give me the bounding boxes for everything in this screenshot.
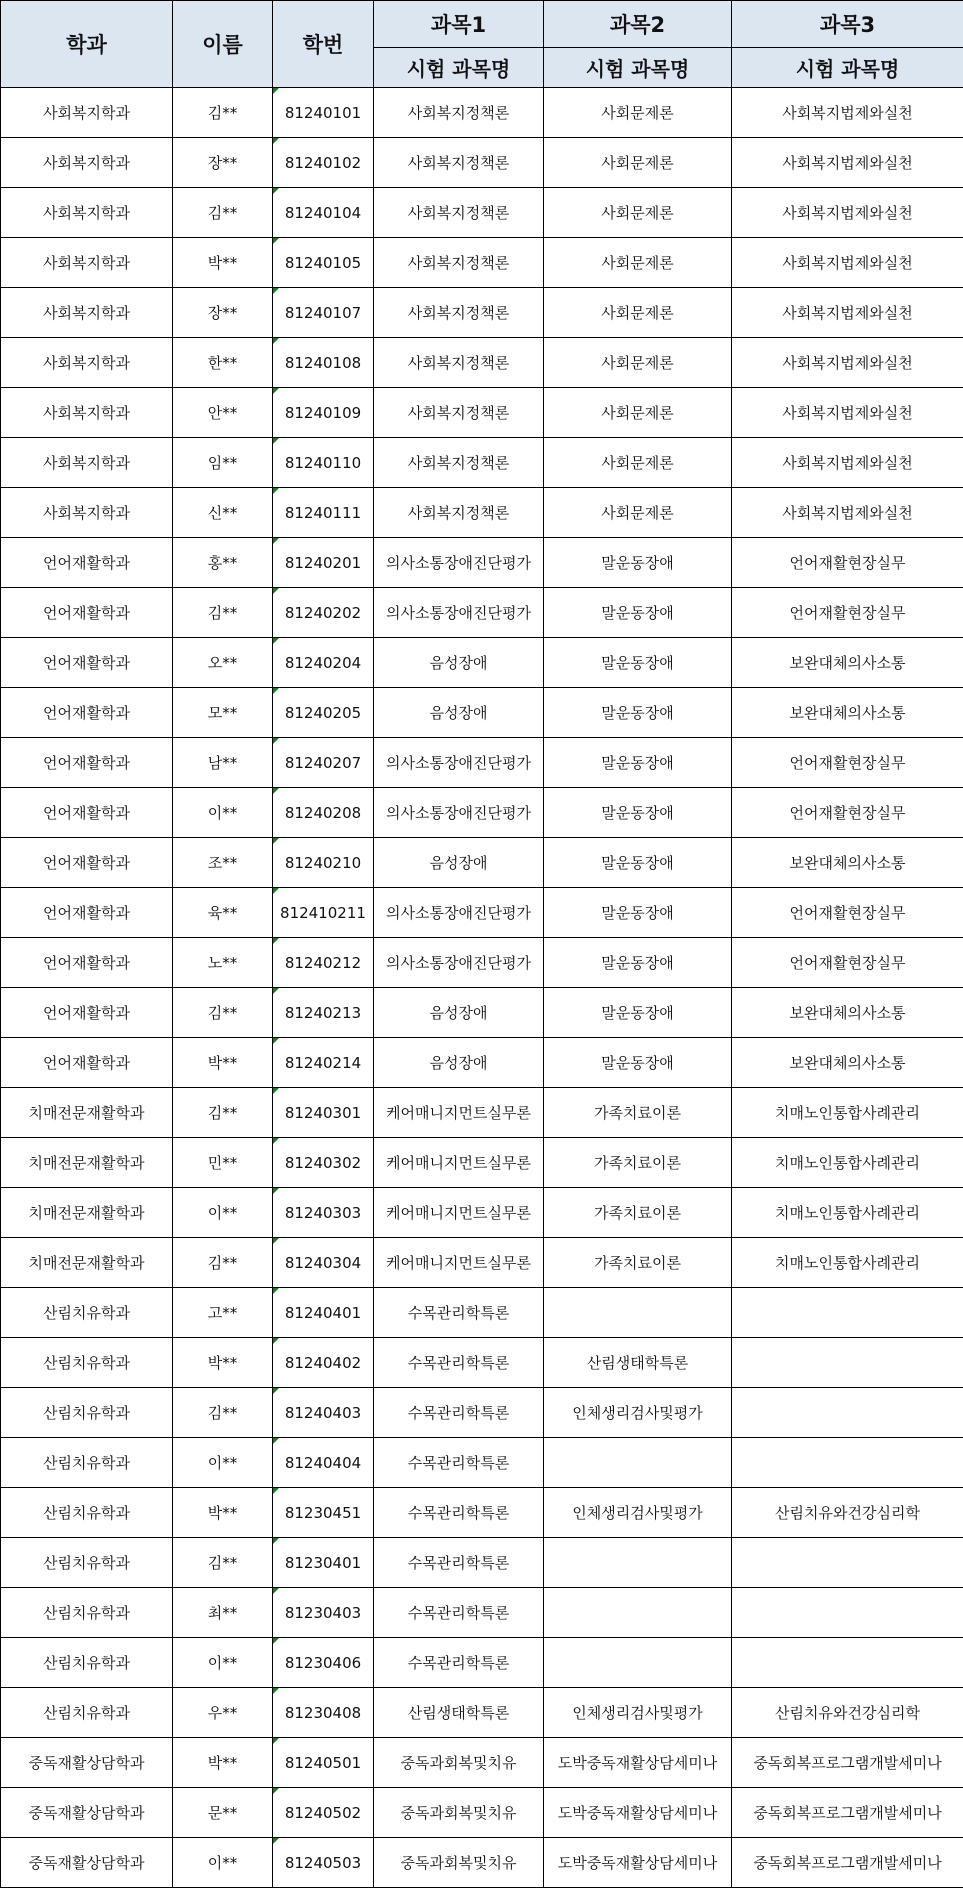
table-row <box>1 538 963 588</box>
cell-dept: 언어재활학과 <box>1 838 173 888</box>
cell-student-id: 81240109 <box>273 388 374 438</box>
cell-subject2: 산림생태학특론 <box>544 1338 732 1388</box>
header-subject3: 과목3 <box>732 1 963 48</box>
cell-student-id: 81240104 <box>273 188 374 238</box>
cell-subject3: 중독회복프로그램개발세미나 <box>732 1838 963 1888</box>
cell-subject2 <box>544 1588 732 1638</box>
table-row <box>1 238 963 288</box>
cell-name: 조** <box>173 838 273 888</box>
cell-subject3: 사회복지법제와실천 <box>732 488 963 538</box>
cell-subject1: 중독과회복및치유 <box>374 1788 544 1838</box>
table-row <box>1 1788 963 1838</box>
table-row <box>1 1288 963 1338</box>
cell-subject2: 도박중독재활상담세미나 <box>544 1788 732 1838</box>
cell-subject3: 언어재활현장실무 <box>732 788 963 838</box>
table-row <box>1 1438 963 1488</box>
cell-subject3: 보완대체의사소통 <box>732 988 963 1038</box>
cell-student-id: 81240201 <box>273 538 374 588</box>
cell-dept: 사회복지학과 <box>1 388 173 438</box>
cell-subject2: 말운동장애 <box>544 738 732 788</box>
cell-dept: 사회복지학과 <box>1 238 173 288</box>
cell-subject2: 인체생리검사및평가 <box>544 1688 732 1738</box>
cell-subject2: 사회문제론 <box>544 138 732 188</box>
cell-student-id: 81240210 <box>273 838 374 888</box>
cell-subject2: 말운동장애 <box>544 938 732 988</box>
cell-subject2: 말운동장애 <box>544 588 732 638</box>
table-row <box>1 488 963 538</box>
cell-dept: 산림치유학과 <box>1 1638 173 1688</box>
cell-subject1: 케어매니지먼트실무론 <box>374 1188 544 1238</box>
cell-dept: 산림치유학과 <box>1 1288 173 1338</box>
header-dept: 학과 <box>1 1 173 88</box>
cell-name: 김** <box>173 188 273 238</box>
cell-subject2: 사회문제론 <box>544 338 732 388</box>
cell-name: 우** <box>173 1688 273 1738</box>
cell-subject2 <box>544 1638 732 1688</box>
cell-subject1: 사회복지정책론 <box>374 138 544 188</box>
cell-subject1: 의사소통장애진단평가 <box>374 788 544 838</box>
cell-subject3 <box>732 1388 963 1438</box>
cell-student-id: 81240205 <box>273 688 374 738</box>
cell-subject2: 인체생리검사및평가 <box>544 1388 732 1438</box>
table-row <box>1 588 963 638</box>
cell-subject3 <box>732 1338 963 1388</box>
cell-student-id: 81240105 <box>273 238 374 288</box>
cell-name: 고** <box>173 1288 273 1338</box>
cell-subject2: 가족치료이론 <box>544 1088 732 1138</box>
cell-student-id: 81240403 <box>273 1388 374 1438</box>
header-subject1: 과목1 <box>374 1 544 48</box>
table-row <box>1 1838 963 1888</box>
cell-dept: 치매전문재활학과 <box>1 1138 173 1188</box>
cell-subject1: 중독과회복및치유 <box>374 1738 544 1788</box>
cell-name: 이** <box>173 788 273 838</box>
header-subject3-exam-name: 시험 과목명 <box>732 48 963 88</box>
cell-subject1: 수목관리학특론 <box>374 1288 544 1338</box>
cell-subject1: 사회복지정책론 <box>374 188 544 238</box>
cell-subject2 <box>544 1438 732 1488</box>
cell-dept: 중독재활상담학과 <box>1 1838 173 1888</box>
cell-subject1: 사회복지정책론 <box>374 438 544 488</box>
cell-name: 안** <box>173 388 273 438</box>
cell-dept: 언어재활학과 <box>1 538 173 588</box>
cell-subject1: 의사소통장애진단평가 <box>374 938 544 988</box>
cell-name: 이** <box>173 1638 273 1688</box>
cell-name: 박** <box>173 1038 273 1088</box>
cell-dept: 언어재활학과 <box>1 638 173 688</box>
table-row <box>1 1738 963 1788</box>
header-student-id: 학번 <box>273 1 374 88</box>
table-row <box>1 638 963 688</box>
cell-subject1: 사회복지정책론 <box>374 288 544 338</box>
cell-subject2: 말운동장애 <box>544 888 732 938</box>
cell-subject1: 의사소통장애진단평가 <box>374 888 544 938</box>
cell-student-id: 81240303 <box>273 1188 374 1238</box>
cell-subject3: 사회복지법제와실천 <box>732 88 963 138</box>
cell-name: 김** <box>173 988 273 1038</box>
cell-dept: 사회복지학과 <box>1 288 173 338</box>
cell-subject1: 수목관리학특론 <box>374 1388 544 1438</box>
table-row <box>1 788 963 838</box>
cell-subject3: 사회복지법제와실천 <box>732 138 963 188</box>
cell-subject3: 치매노인통합사례관리 <box>732 1088 963 1138</box>
cell-name: 김** <box>173 588 273 638</box>
header-name: 이름 <box>173 1 273 88</box>
cell-subject3: 언어재활현장실무 <box>732 538 963 588</box>
cell-subject3: 보완대체의사소통 <box>732 688 963 738</box>
table-row <box>1 888 963 938</box>
table-row <box>1 1138 963 1188</box>
cell-dept: 사회복지학과 <box>1 138 173 188</box>
cell-subject1: 음성장애 <box>374 638 544 688</box>
cell-subject2: 도박중독재활상담세미나 <box>544 1738 732 1788</box>
cell-dept: 사회복지학과 <box>1 188 173 238</box>
cell-subject1: 음성장애 <box>374 688 544 738</box>
table-row <box>1 1338 963 1388</box>
cell-dept: 언어재활학과 <box>1 1038 173 1088</box>
cell-subject2: 말운동장애 <box>544 1038 732 1088</box>
cell-subject2: 사회문제론 <box>544 88 732 138</box>
cell-name: 홍** <box>173 538 273 588</box>
cell-dept: 언어재활학과 <box>1 988 173 1038</box>
cell-name: 이** <box>173 1188 273 1238</box>
cell-student-id: 81230401 <box>273 1538 374 1588</box>
cell-subject1: 수목관리학특론 <box>374 1588 544 1638</box>
cell-subject3: 언어재활현장실무 <box>732 588 963 638</box>
cell-subject1: 사회복지정책론 <box>374 388 544 438</box>
cell-dept: 산림치유학과 <box>1 1688 173 1738</box>
cell-student-id: 81240302 <box>273 1138 374 1188</box>
cell-subject3: 치매노인통합사례관리 <box>732 1188 963 1238</box>
table-row <box>1 1688 963 1738</box>
cell-name: 노** <box>173 938 273 988</box>
cell-name: 남** <box>173 738 273 788</box>
cell-dept: 언어재활학과 <box>1 938 173 988</box>
cell-subject1: 산림생태학특론 <box>374 1688 544 1738</box>
table-row <box>1 288 963 338</box>
cell-subject3: 사회복지법제와실천 <box>732 238 963 288</box>
table-row <box>1 1238 963 1288</box>
table-row <box>1 1538 963 1588</box>
cell-subject1: 사회복지정책론 <box>374 238 544 288</box>
table-row <box>1 1088 963 1138</box>
cell-name: 한** <box>173 338 273 388</box>
cell-subject3: 중독회복프로그램개발세미나 <box>732 1738 963 1788</box>
cell-subject3: 치매노인통합사례관리 <box>732 1238 963 1288</box>
cell-subject1: 의사소통장애진단평가 <box>374 738 544 788</box>
cell-subject1: 케어매니지먼트실무론 <box>374 1138 544 1188</box>
cell-student-id: 81240202 <box>273 588 374 638</box>
cell-student-id: 81230406 <box>273 1638 374 1688</box>
cell-subject1: 사회복지정책론 <box>374 488 544 538</box>
header-subject2: 과목2 <box>544 1 732 48</box>
table-row <box>1 188 963 238</box>
cell-subject3 <box>732 1638 963 1688</box>
table-row <box>1 838 963 888</box>
cell-subject1: 중독과회복및치유 <box>374 1838 544 1888</box>
cell-subject3: 보완대체의사소통 <box>732 1038 963 1088</box>
cell-dept: 언어재활학과 <box>1 588 173 638</box>
header-subject1-exam-name: 시험 과목명 <box>374 48 544 88</box>
cell-subject2: 도박중독재활상담세미나 <box>544 1838 732 1888</box>
cell-subject3: 사회복지법제와실천 <box>732 388 963 438</box>
cell-student-id: 81240501 <box>273 1738 374 1788</box>
cell-dept: 산림치유학과 <box>1 1438 173 1488</box>
cell-name: 이** <box>173 1438 273 1488</box>
cell-student-id: 81240503 <box>273 1838 374 1888</box>
cell-subject3: 언어재활현장실무 <box>732 888 963 938</box>
table-header <box>1 1 963 88</box>
cell-student-id: 81240101 <box>273 88 374 138</box>
cell-subject2: 가족치료이론 <box>544 1238 732 1288</box>
cell-subject1: 수목관리학특론 <box>374 1338 544 1388</box>
cell-student-id: 81240108 <box>273 338 374 388</box>
cell-dept: 산림치유학과 <box>1 1338 173 1388</box>
header-subject2-exam-name: 시험 과목명 <box>544 48 732 88</box>
cell-name: 박** <box>173 238 273 288</box>
cell-subject3: 언어재활현장실무 <box>732 738 963 788</box>
table-row <box>1 1488 963 1538</box>
cell-subject2: 사회문제론 <box>544 238 732 288</box>
cell-subject1: 케어매니지먼트실무론 <box>374 1238 544 1288</box>
cell-subject2: 말운동장애 <box>544 988 732 1038</box>
cell-subject2: 말운동장애 <box>544 638 732 688</box>
cell-subject3 <box>732 1288 963 1338</box>
cell-student-id: 81240111 <box>273 488 374 538</box>
table-row <box>1 88 963 138</box>
table-row <box>1 988 963 1038</box>
cell-dept: 치매전문재활학과 <box>1 1238 173 1288</box>
table-row <box>1 1038 963 1088</box>
cell-subject1: 수목관리학특론 <box>374 1438 544 1488</box>
cell-subject3: 언어재활현장실무 <box>732 938 963 988</box>
cell-student-id: 81240212 <box>273 938 374 988</box>
cell-subject2: 가족치료이론 <box>544 1188 732 1238</box>
table-row <box>1 388 963 438</box>
cell-subject3: 보완대체의사소통 <box>732 638 963 688</box>
cell-subject3: 치매노인통합사례관리 <box>732 1138 963 1188</box>
cell-student-id: 81240110 <box>273 438 374 488</box>
cell-student-id: 81230408 <box>273 1688 374 1738</box>
cell-name: 김** <box>173 88 273 138</box>
cell-subject2: 말운동장애 <box>544 538 732 588</box>
cell-student-id: 81240404 <box>273 1438 374 1488</box>
cell-subject1: 사회복지정책론 <box>374 88 544 138</box>
cell-student-id: 81240213 <box>273 988 374 1038</box>
cell-subject3: 사회복지법제와실천 <box>732 338 963 388</box>
table-row <box>1 1188 963 1238</box>
cell-name: 신** <box>173 488 273 538</box>
cell-name: 육** <box>173 888 273 938</box>
cell-subject3: 산림치유와건강심리학 <box>732 1488 963 1538</box>
cell-dept: 중독재활상담학과 <box>1 1788 173 1838</box>
table-row <box>1 688 963 738</box>
cell-dept: 산림치유학과 <box>1 1588 173 1638</box>
cell-name: 김** <box>173 1538 273 1588</box>
cell-subject2 <box>544 1538 732 1588</box>
cell-dept: 산림치유학과 <box>1 1388 173 1438</box>
cell-name: 김** <box>173 1238 273 1288</box>
cell-dept: 사회복지학과 <box>1 88 173 138</box>
cell-dept: 산림치유학과 <box>1 1538 173 1588</box>
cell-subject3: 보완대체의사소통 <box>732 838 963 888</box>
cell-subject1: 의사소통장애진단평가 <box>374 538 544 588</box>
cell-student-id: 81240102 <box>273 138 374 188</box>
cell-subject3: 사회복지법제와실천 <box>732 288 963 338</box>
table-row <box>1 1388 963 1438</box>
cell-subject1: 케어매니지먼트실무론 <box>374 1088 544 1138</box>
cell-name: 박** <box>173 1488 273 1538</box>
cell-subject2: 사회문제론 <box>544 488 732 538</box>
cell-student-id: 81230451 <box>273 1488 374 1538</box>
cell-subject2: 인체생리검사및평가 <box>544 1488 732 1538</box>
cell-subject3 <box>732 1588 963 1638</box>
cell-subject1: 음성장애 <box>374 988 544 1038</box>
cell-student-id: 81240204 <box>273 638 374 688</box>
cell-name: 문** <box>173 1788 273 1838</box>
cell-subject3: 산림치유와건강심리학 <box>732 1688 963 1738</box>
cell-dept: 사회복지학과 <box>1 488 173 538</box>
cell-name: 박** <box>173 1738 273 1788</box>
cell-subject3 <box>732 1438 963 1488</box>
cell-subject1: 음성장애 <box>374 1038 544 1088</box>
table-row <box>1 1638 963 1688</box>
cell-name: 이** <box>173 1838 273 1888</box>
cell-name: 모** <box>173 688 273 738</box>
cell-name: 박** <box>173 1338 273 1388</box>
cell-name: 민** <box>173 1138 273 1188</box>
cell-name: 장** <box>173 288 273 338</box>
cell-subject3: 사회복지법제와실천 <box>732 188 963 238</box>
table-row <box>1 1588 963 1638</box>
cell-subject2: 사회문제론 <box>544 288 732 338</box>
cell-student-id: 81240402 <box>273 1338 374 1388</box>
cell-dept: 언어재활학과 <box>1 688 173 738</box>
cell-subject3: 중독회복프로그램개발세미나 <box>732 1788 963 1838</box>
cell-student-id: 812410211 <box>273 888 374 938</box>
cell-subject1: 의사소통장애진단평가 <box>374 588 544 638</box>
table-row <box>1 338 963 388</box>
cell-dept: 사회복지학과 <box>1 438 173 488</box>
cell-dept: 중독재활상담학과 <box>1 1738 173 1788</box>
cell-subject2: 가족치료이론 <box>544 1138 732 1188</box>
cell-name: 김** <box>173 1388 273 1438</box>
cell-subject1: 수목관리학특론 <box>374 1488 544 1538</box>
cell-dept: 언어재활학과 <box>1 738 173 788</box>
cell-subject2: 말운동장애 <box>544 838 732 888</box>
cell-name: 장** <box>173 138 273 188</box>
cell-student-id: 81240208 <box>273 788 374 838</box>
cell-student-id: 81240401 <box>273 1288 374 1338</box>
cell-name: 임** <box>173 438 273 488</box>
cell-subject3: 사회복지법제와실천 <box>732 438 963 488</box>
table-row <box>1 138 963 188</box>
cell-dept: 사회복지학과 <box>1 338 173 388</box>
cell-subject1: 음성장애 <box>374 838 544 888</box>
cell-name: 김** <box>173 1088 273 1138</box>
cell-subject1: 수목관리학특론 <box>374 1538 544 1588</box>
cell-subject2: 말운동장애 <box>544 688 732 738</box>
cell-name: 오** <box>173 638 273 688</box>
cell-subject2: 사회문제론 <box>544 188 732 238</box>
cell-subject2 <box>544 1288 732 1338</box>
cell-subject1: 사회복지정책론 <box>374 338 544 388</box>
cell-subject1: 수목관리학특론 <box>374 1638 544 1688</box>
table-row <box>1 938 963 988</box>
cell-student-id: 81240214 <box>273 1038 374 1088</box>
cell-student-id: 81240207 <box>273 738 374 788</box>
table-row <box>1 738 963 788</box>
cell-student-id: 81240107 <box>273 288 374 338</box>
cell-dept: 언어재활학과 <box>1 788 173 838</box>
cell-student-id: 81240502 <box>273 1788 374 1838</box>
cell-dept: 산림치유학과 <box>1 1488 173 1538</box>
cell-subject2: 사회문제론 <box>544 438 732 488</box>
cell-dept: 치매전문재활학과 <box>1 1088 173 1138</box>
cell-name: 최** <box>173 1588 273 1638</box>
cell-student-id: 81240301 <box>273 1088 374 1138</box>
cell-dept: 언어재활학과 <box>1 888 173 938</box>
cell-subject2: 사회문제론 <box>544 388 732 438</box>
cell-student-id: 81240304 <box>273 1238 374 1288</box>
table-body <box>1 88 963 1888</box>
cell-dept: 치매전문재활학과 <box>1 1188 173 1238</box>
cell-subject3 <box>732 1538 963 1588</box>
table-row <box>1 438 963 488</box>
cell-student-id: 81230403 <box>273 1588 374 1638</box>
cell-subject2: 말운동장애 <box>544 788 732 838</box>
